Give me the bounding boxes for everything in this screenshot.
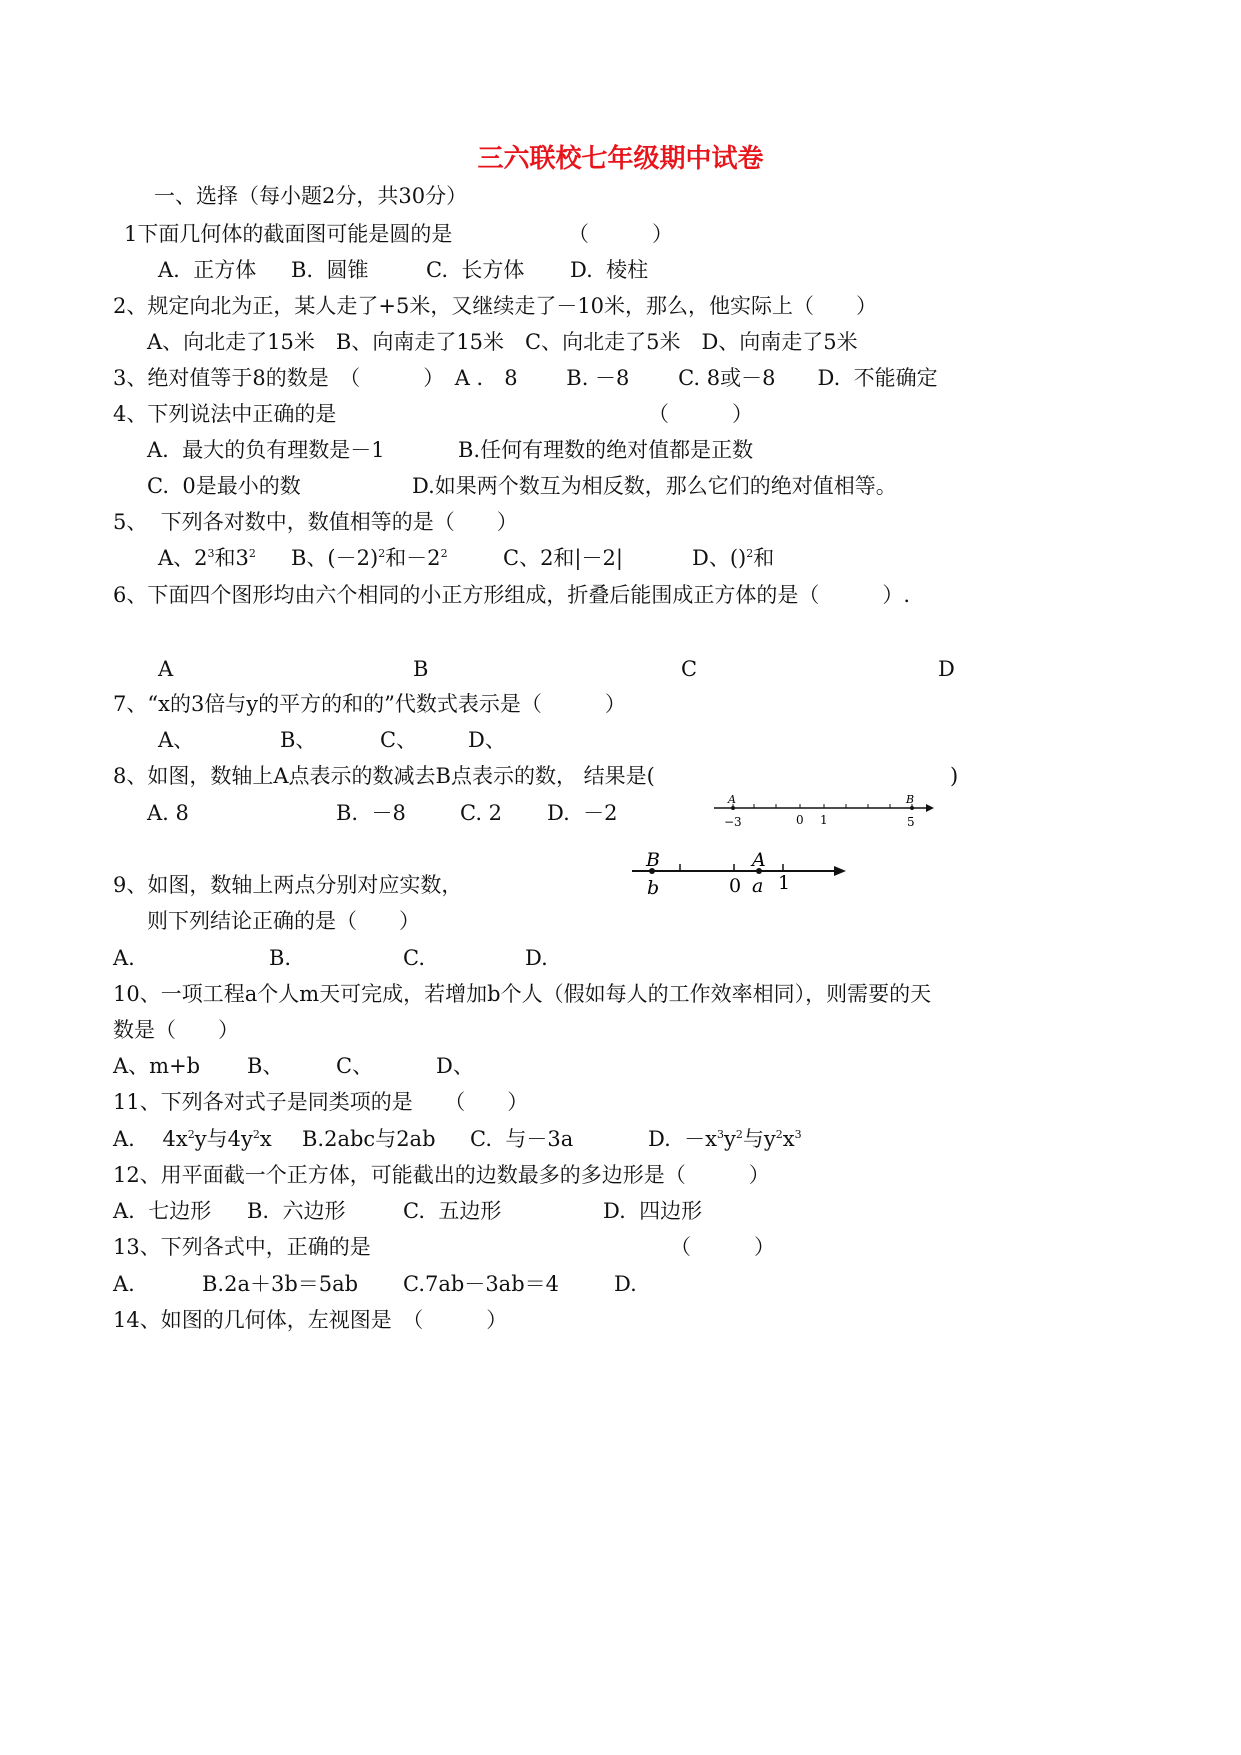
q8-tick-label: 5 (907, 815, 915, 829)
q10-option-c: C、 (336, 1054, 374, 1078)
q13-option-b: B.2a＋3b＝5ab (202, 1272, 359, 1296)
q5-stem: 5、 下列各对数中，数值相等的是（ ） (113, 510, 518, 534)
q7-option-b: B、 (280, 728, 317, 752)
q13-answer-paren: （ ） (670, 1235, 775, 1259)
section-heading: 一、选择（每小题2分，共30分） (154, 184, 468, 208)
q4-option-c: C. 0是最小的数 (147, 474, 301, 498)
q9-stem: 9、如图，数轴上两点分别对应实数， (113, 873, 463, 897)
q10-option-b: B、 (247, 1054, 284, 1078)
q2-options: A、向北走了15米 B、向南走了15米 C、向北走了5米 D、向南走了5米 (147, 330, 858, 354)
q5-option-d: D、()$^2$和 (692, 546, 775, 570)
q1-stem: 1下面几何体的截面图可能是圆的是 (124, 222, 453, 246)
q10-option-a: A、m+b (113, 1054, 201, 1078)
q9-option-b: B. (269, 946, 292, 970)
q11-option-d: D. $-x^3y^2$与$y^2x^3$ (648, 1127, 802, 1151)
q11-stem: 11、下列各对式子是同类项的是 （ ） (113, 1090, 529, 1114)
q9-label-upper-a: A (752, 849, 766, 871)
q11-option-c: C. 与－3a (470, 1127, 574, 1151)
q8-answer-close: ) (950, 764, 959, 788)
q4-option-a: A. 最大的负有理数是－1 (147, 438, 385, 462)
q7-option-c: C、 (380, 728, 418, 752)
q9-label-lower-a: a (752, 875, 764, 897)
q8-option-b: B. －8 (336, 801, 406, 825)
q9-option-d: D. (525, 946, 548, 970)
q8-option-d: D. －2 (547, 801, 618, 825)
q6-label-d: D (938, 657, 955, 681)
q1-option-a: A. 正方体 (158, 258, 257, 282)
q4-option-b: B.任何有理数的绝对值都是正数 (458, 438, 754, 462)
q8-option-c: C. 2 (460, 801, 503, 825)
q8-number-line (708, 790, 938, 834)
q7-option-d: D、 (468, 728, 506, 752)
q10-stem: 10、一项工程a个人m天可完成，若增加b个人（假如每人的工作效率相同），则需要的天 (113, 982, 932, 1006)
q9-option-c: C. (403, 946, 425, 970)
q9-number-line (628, 845, 853, 901)
q8-tick-label: −3 (724, 815, 742, 829)
q1-option-d: D. 棱柱 (570, 258, 649, 282)
q6-label-c: C (681, 657, 698, 681)
q4-answer-paren: （ ） (648, 402, 753, 426)
q9-option-a: A. (113, 946, 135, 970)
q7-stem: 7、“x的3倍与y的平方的和的”代数式表示是（ ） (113, 692, 626, 716)
q13-stem: 13、下列各式中，正确的是 (113, 1235, 371, 1259)
q5-option-a: A、$2^3$和$3^2$ (158, 546, 256, 570)
q12-option-d: D. 四边形 (603, 1199, 703, 1223)
q8-tick-label: 0 (796, 813, 804, 827)
q12-option-a: A. 七边形 (113, 1199, 212, 1223)
q13-option-a: A. (113, 1272, 135, 1296)
q4-stem: 4、下列说法中正确的是 (113, 402, 337, 426)
q13-option-c: C.7ab－3ab＝4 (403, 1272, 560, 1296)
page-title: 三六联校七年级期中试卷 (477, 144, 764, 174)
q9-label-one: 1 (778, 872, 791, 894)
q6-label-a: A (158, 657, 174, 681)
q12-option-c: C. 五边形 (403, 1199, 502, 1223)
q2-stem: 2、规定向北为正，某人走了+5米，又继续走了－10米，那么，他实际上（ ） (113, 294, 878, 318)
q9-stem-2: 则下列结论正确的是（ ） (147, 909, 420, 933)
q8-point-b (910, 806, 914, 810)
q8-axis-arrow (926, 804, 934, 812)
q8-point-a (731, 806, 735, 810)
q9-label-zero: 0 (729, 875, 742, 897)
q8-tick-label: 1 (820, 813, 828, 827)
q8-option-a: A. 8 (147, 801, 189, 825)
q6-stem: 6、下面四个图形均由六个相同的小正方形组成，折叠后能围成正方体的是（ ）. (113, 583, 911, 607)
q9-axis-arrow (834, 866, 846, 876)
q1-answer-paren: （ ） (568, 222, 673, 246)
q6-label-b: B (413, 657, 429, 681)
q8-stem: 8、如图，数轴上A点表示的数减去B点表示的数， 结果是( (113, 764, 655, 788)
q5-option-b: B、$(-2)^2$和$-2^2$ (291, 546, 448, 570)
q9-label-lower-b: b (647, 877, 660, 899)
q8-label-a: A (728, 793, 736, 806)
q8-label-b: B (906, 793, 915, 806)
q13-option-d: D. (614, 1272, 637, 1296)
q5-option-c: C、2和|－2| (503, 546, 623, 570)
q11-option-a: A. $4x^2y$与$4y^2x$ (113, 1127, 272, 1151)
q12-stem: 12、用平面截一个正方体，可能截出的边数最多的多边形是（ ） (113, 1163, 770, 1187)
q7-option-a: A、 (158, 728, 195, 752)
q4-option-d: D.如果两个数互为相反数，那么它们的绝对值相等。 (412, 474, 897, 498)
q12-option-b: B. 六边形 (247, 1199, 346, 1223)
q10-option-d: D、 (436, 1054, 474, 1078)
q1-option-c: C. 长方体 (426, 258, 525, 282)
q14-stem: 14、如图的几何体，左视图是 （ ） (113, 1308, 508, 1332)
q10-stem-2: 数是（ ） (113, 1018, 239, 1042)
q3-stem: 3、绝对值等于8的数是 （ ） A ． 8 B. －8 C. 8或－8 D. 不能确定 (113, 366, 938, 390)
q11-option-b: B.2abc与2ab (302, 1127, 436, 1151)
q9-label-upper-b: B (646, 849, 660, 871)
q1-option-b: B. 圆锥 (291, 258, 369, 282)
